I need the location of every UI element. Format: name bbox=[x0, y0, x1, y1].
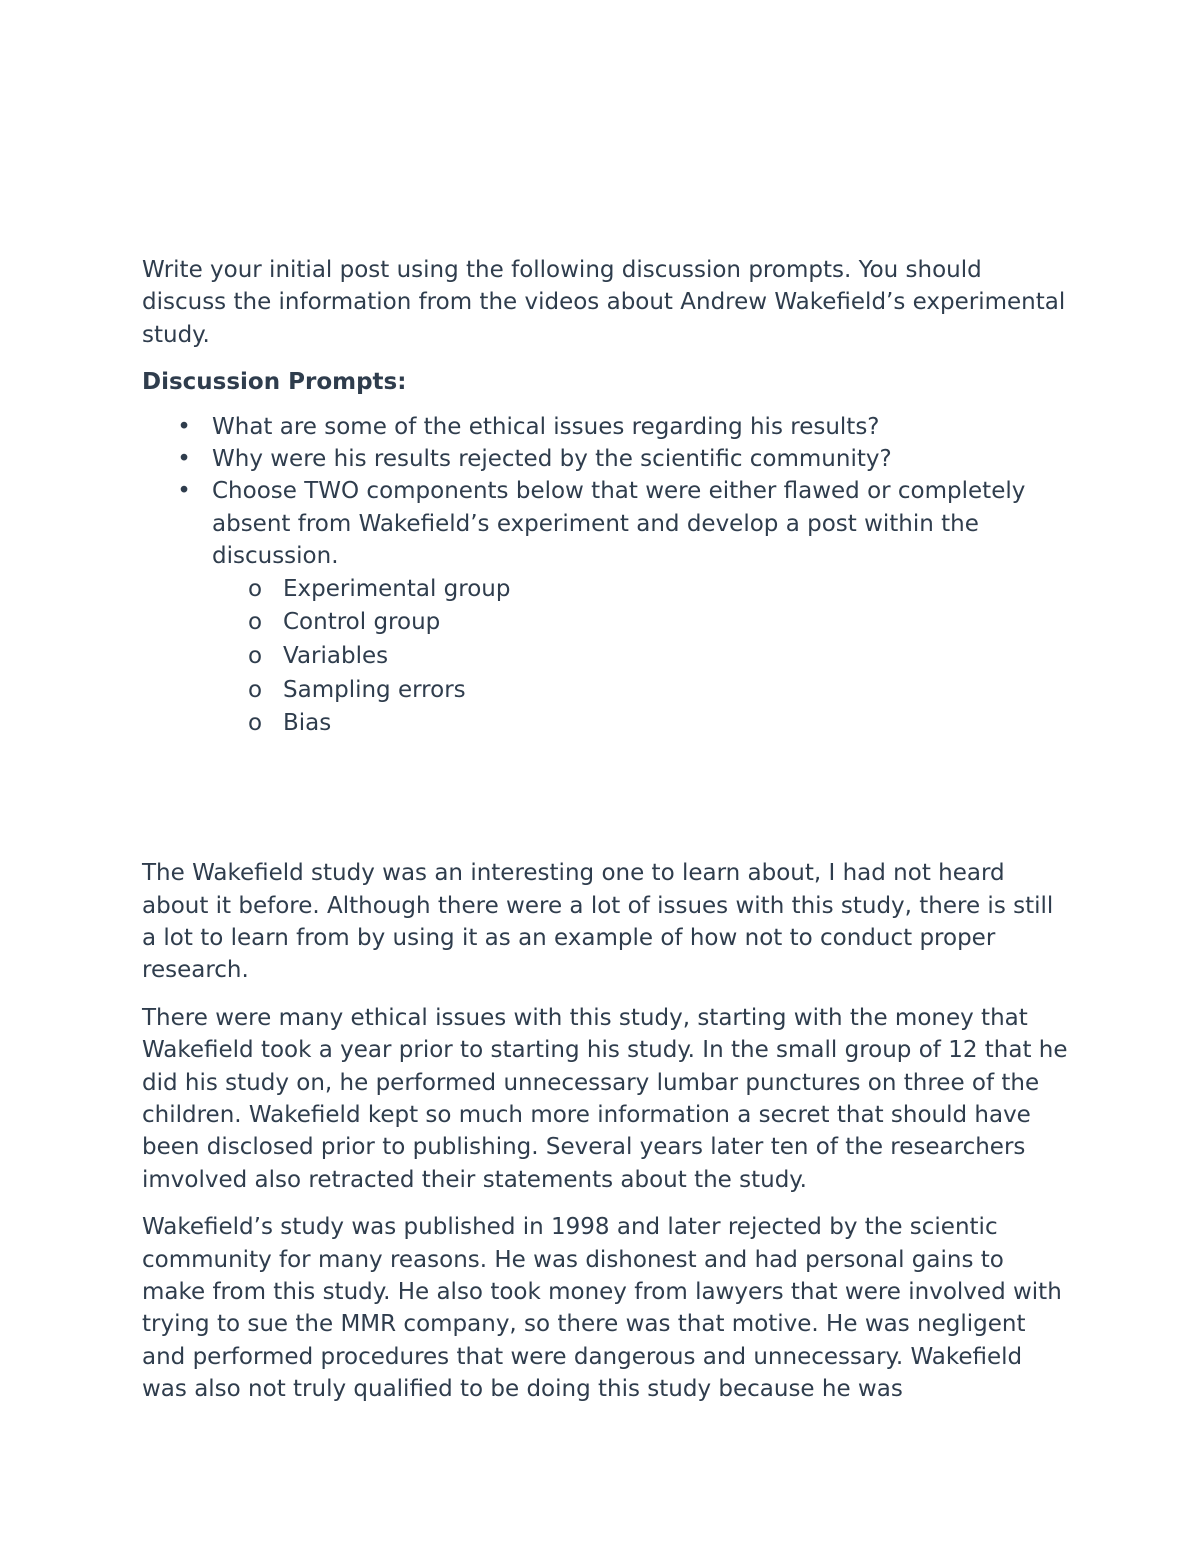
component-item bbox=[247, 573, 1072, 605]
components-list bbox=[212, 573, 1072, 740]
prompts-list bbox=[142, 411, 1072, 740]
document-body bbox=[142, 254, 1072, 1421]
component-item bbox=[247, 640, 1072, 672]
component-text: Variables bbox=[283, 643, 389, 670]
response-paragraph-3: Wakefield’s study was published in 1998 and later rejected by the scientic community for many reasons. He was dishonest and had personal gains to make from this study. He also took money from lawyers that were involved with trying to sue the MMR company, so there was that motive. He was negligent and performed procedures that were dangerous and unnecessary. Wakefield was also not truly qualified to be doing this study because he was bbox=[142, 1214, 1062, 1403]
response-paragraph-2: There were many ethical issues with this study, starting with the money that Wakefield took a year prior to starting his study. In the small group of 12 that he did his study on, he performed unnecessary lumbar punctures on three of the children. Wakefield kept so much more information a secret that should have been disclosed prior to publishing. Several years later ten of the researchers imvolved also retracted their statements about the study. bbox=[142, 1004, 1068, 1193]
intro-paragraph: Write your initial post using the following discussion prompts. You should discuss the information from the videos about Andrew Wakefield’s experimental study. bbox=[142, 257, 1066, 348]
circle-bullet-icon: o bbox=[247, 643, 263, 670]
prompt-text: Why were his results rejected by the scientific community? bbox=[212, 446, 892, 473]
component-text: Bias bbox=[283, 710, 332, 737]
prompt-item bbox=[177, 443, 1072, 475]
bullet-icon: • bbox=[177, 446, 191, 473]
prompt-text: What are some of the ethical issues regarding his results? bbox=[212, 413, 880, 440]
component-item bbox=[247, 707, 1072, 739]
prompts-heading: Discussion Prompts: bbox=[142, 369, 407, 396]
bullet-icon: • bbox=[177, 478, 191, 505]
component-text: Control group bbox=[283, 609, 441, 636]
circle-bullet-icon: o bbox=[247, 609, 263, 636]
prompt-item bbox=[177, 411, 1072, 443]
circle-bullet-icon: o bbox=[247, 676, 263, 703]
circle-bullet-icon: o bbox=[247, 710, 263, 737]
bullet-icon: • bbox=[177, 413, 191, 440]
prompt-item bbox=[177, 475, 1072, 739]
circle-bullet-icon: o bbox=[247, 575, 263, 602]
component-item bbox=[247, 606, 1072, 638]
component-item bbox=[247, 674, 1072, 706]
response-paragraph-1: The Wakefield study was an interesting one to learn about, I had not heard about it before. Although there were a lot of issues with this study, there is still a lot to learn from by using it as an example of how not to conduct proper research. bbox=[142, 860, 1054, 984]
component-text: Experimental group bbox=[283, 575, 511, 602]
prompt-text: Choose TWO components below that were either flawed or completely absent from Wakefield’s experiment and develop a post within the discussion. bbox=[212, 478, 1026, 570]
component-text: Sampling errors bbox=[283, 676, 466, 703]
section-spacer bbox=[142, 741, 1072, 857]
